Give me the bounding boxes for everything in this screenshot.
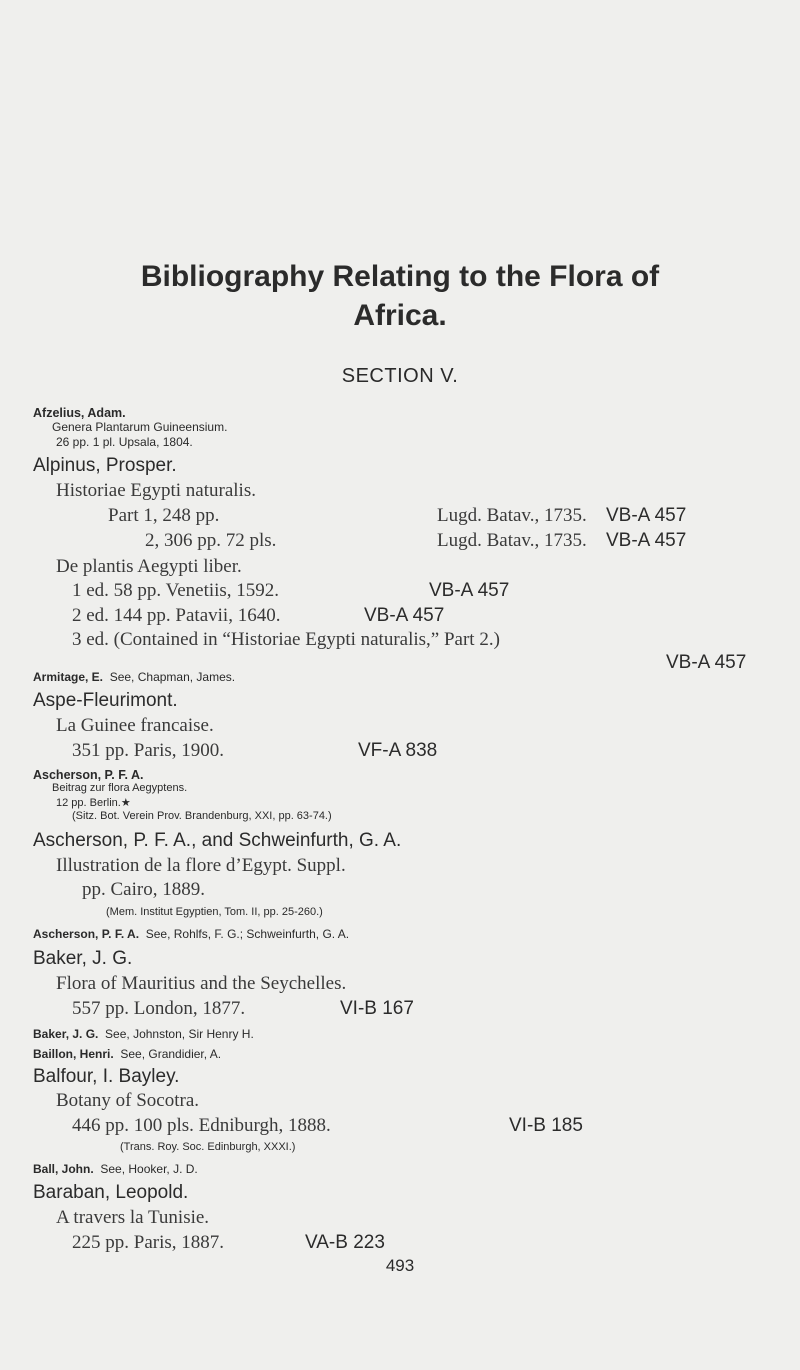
entry-details: 351 pp. Paris, 1900.: [72, 740, 224, 761]
entry-title: La Guinee francaise.: [56, 715, 214, 736]
entry-author-aspe: Aspe-Fleurimont.: [33, 690, 178, 711]
entry-author-ascherson: Ascherson, P. F. A.: [33, 927, 140, 941]
see-reference: See, Johnston, Sir Henry H.: [105, 1027, 254, 1041]
entry-note: (Trans. Roy. Soc. Edinburgh, XXXI.): [120, 1141, 296, 1153]
page-title-line-1: Bibliography Relating to the Flora of: [140, 260, 660, 293]
entry-classmark: VB-A 457: [429, 580, 510, 601]
entry-part: Part 1, 248 pp.: [108, 505, 220, 526]
entry-classmark: VB-A 457: [606, 505, 687, 526]
see-reference: See, Rohlfs, F. G.; Schweinfurth, G. A.: [145, 927, 350, 941]
entry-title: A travers la Tunisie.: [56, 1207, 210, 1228]
entry-details: 446 pp. 100 pls. Edniburgh, 1888.: [72, 1115, 331, 1136]
entry-part: 2, 306 pp. 72 pls.: [145, 530, 277, 551]
entry-details: 225 pp. Paris, 1887.: [72, 1232, 224, 1253]
entry-classmark: VB-A 457: [606, 530, 687, 551]
entry-author-alpinus: Alpinus, Prosper.: [33, 455, 177, 476]
entry-publisher: Lugd. Batav., 1735.: [437, 505, 587, 526]
entry-author-baraban: Baraban, Leopold.: [33, 1182, 189, 1203]
entry-cross-reference: [33, 1027, 254, 1041]
entry-cross-reference: [33, 670, 235, 684]
entry-title: Historiae Egypti naturalis.: [56, 480, 256, 501]
see-reference: See, Chapman, James.: [109, 670, 236, 684]
entry-author-ball: Ball, John.: [33, 1162, 94, 1176]
entry-title: Illustration de la flore d’Egypt. Suppl.: [56, 855, 346, 876]
page-title-line-2: Africa.: [353, 299, 447, 332]
entry-author-baker: Baker, J. G.: [33, 1027, 99, 1041]
entry-publisher: Lugd. Batav., 1735.: [437, 530, 587, 551]
entry-title: Genera Plantarum Guineensium.: [52, 420, 228, 434]
see-reference: See, Grandidier, A.: [120, 1047, 222, 1061]
entry-edition: 3 ed. (Contained in “Historiae Egypti naturalis,” Part 2.): [72, 629, 500, 650]
entry-details: pp. Cairo, 1889.: [82, 879, 205, 900]
entry-classmark: VI-B 167: [340, 998, 414, 1019]
entry-cross-reference: [33, 1162, 198, 1176]
entry-note: (Mem. Institut Egyptien, Tom. II, pp. 25-260.): [106, 906, 323, 918]
entry-cross-reference: [33, 927, 349, 941]
entry-cross-reference: [33, 1047, 221, 1061]
entry-author-ascherson: Ascherson, P. F. A.: [33, 768, 144, 782]
entry-classmark: VB-A 457: [666, 652, 747, 673]
entry-edition: 2 ed. 144 pp. Patavii, 1640.: [72, 605, 281, 626]
entry-details: 557 pp. London, 1877.: [72, 998, 246, 1019]
entry-note: (Sitz. Bot. Verein Prov. Brandenburg, XXI, pp. 63-74.): [72, 810, 332, 822]
entry-classmark: VI-B 185: [509, 1115, 583, 1136]
entry-edition: 1 ed. 58 pp. Venetiis, 1592.: [72, 580, 280, 601]
entry-classmark: VB-A 457: [364, 605, 445, 626]
entry-title: Beitrag zur flora Aegyptens.: [52, 782, 188, 794]
entry-title: Botany of Socotra.: [56, 1090, 200, 1111]
entry-author-afzelius: Afzelius, Adam.: [33, 406, 126, 420]
entry-title: Flora of Mauritius and the Seychelles.: [56, 973, 347, 994]
entry-classmark: VF-A 838: [358, 740, 438, 761]
page-number: 493: [385, 1256, 415, 1275]
entry-title: De plantis Aegypti liber.: [56, 556, 242, 577]
entry-author-armitage: Armitage, E.: [33, 670, 104, 684]
entry-classmark: VA-B 223: [305, 1232, 385, 1253]
section-heading: SECTION V.: [341, 365, 459, 387]
entry-details: 26 pp. 1 pl. Upsala, 1804.: [56, 435, 193, 449]
see-reference: See, Hooker, J. D.: [100, 1162, 198, 1176]
entry-author-baillon: Baillon, Henri.: [33, 1047, 114, 1061]
entry-details: 12 pp. Berlin.★: [56, 797, 131, 809]
entry-author-baker: Baker, J. G.: [33, 948, 133, 969]
entry-author-ascherson-schweinfurth: Ascherson, P. F. A., and Schweinfurth, G. A.: [33, 830, 402, 851]
entry-author-balfour: Balfour, I. Bayley.: [33, 1066, 180, 1087]
